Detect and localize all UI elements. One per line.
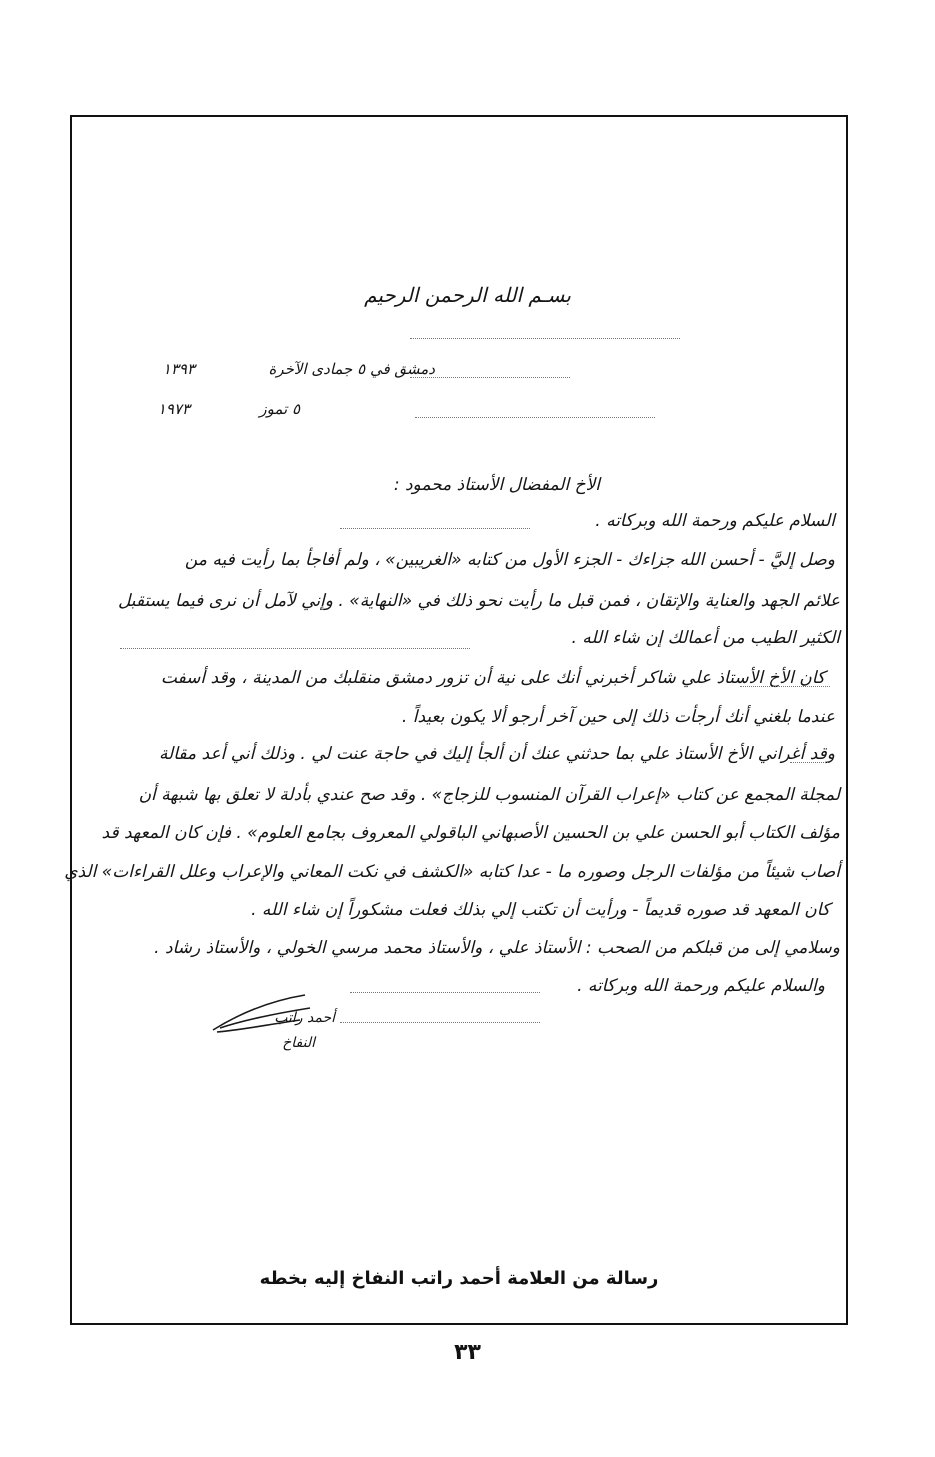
letter-line: كان المعهد قد صوره قديماً - ورأيت أن تكتب إلي بذلك فعلت مشكوراً إن شاء الله .	[251, 900, 830, 920]
letter-line: لمجلة المجمع عن كتاب «إعراب القرآن المنسوب للزجاج» . وقد صح عندي بأدلة لا تعلق بها شبهة أن	[138, 785, 840, 805]
dotted-rule	[740, 686, 830, 687]
date-hijri-place: دمشق في ٥ جمادى الآخرة	[268, 360, 435, 378]
salutation: الأخ المفضال الأستاذ محمود :	[393, 475, 600, 495]
letter-line: وقد أغراني الأخ الأستاذ علي بما حدثني عنك أن ألجأ إليك في حاجة عنت لي . وذلك أني أعد مقالة	[158, 744, 835, 764]
dotted-rule	[790, 762, 830, 763]
dotted-rule	[350, 992, 540, 993]
letter-line: كان الأخ الأستاذ علي شاكر أخبرني أنك على نية أن تزور دمشق منقلبك من المدينة ، وقد أسفت	[160, 668, 825, 688]
date-greg-year: ١٩٧٣	[157, 400, 190, 418]
dotted-rule	[340, 1022, 540, 1023]
letter-line: عندما بلغني أنك أرجأت ذلك إلى حين آخر أرجو ألا يكون بعيداً .	[401, 707, 835, 727]
signature-scribble-icon	[205, 990, 345, 1070]
signature-family: النفاخ	[282, 1035, 315, 1051]
letter-line: الكثير الطيب من أعمالك إن شاء الله .	[571, 628, 840, 648]
letter-line: وصل إليَّ - أحسن الله جزاءك - الجزء الأول من كتابه «الغريبين» ، ولم أفاجأ بما رأيت فيه من	[184, 550, 835, 570]
signature	[205, 990, 345, 1070]
date-greg-day: ٥ تموز	[259, 400, 300, 418]
dotted-rule	[415, 417, 655, 418]
dotted-rule	[410, 377, 570, 378]
letter-line: مؤلف الكتاب أبو الحسن علي بن الحسين الأصبهاني الباقولي المعروف بجامع العلوم» . فإن كان المعهد قد	[101, 823, 840, 843]
dotted-rule	[120, 648, 470, 649]
dotted-rule	[340, 528, 530, 529]
signature-name: أحمد راتب	[274, 1010, 335, 1026]
date-hijri-year: ١٣٩٣	[162, 360, 195, 378]
letter-line: أصاب شيئاً من مؤلفات الرجل وصوره ما - عدا كتابه «الكشف في نكت المعاني والإعراب وعلل القراءات» الذي	[64, 862, 840, 882]
dotted-rule	[410, 338, 680, 339]
page-caption: رسالة من العلامة أحمد راتب النفاخ إليه بخطه	[259, 1268, 659, 1289]
greeting: السلام عليكم ورحمة الله وبركاته .	[595, 511, 835, 531]
letter-line: والسلام عليكم ورحمة الله وبركاته .	[577, 976, 825, 996]
basmala: بسـم الله الرحمن الرحيم	[364, 283, 571, 307]
page-number: ٣٣	[454, 1340, 481, 1365]
letter-line: وسلامي إلى من قبلكم من الصحب : الأستاذ علي ، والأستاذ محمد مرسي الخولي ، والأستاذ رشاد .	[154, 938, 840, 958]
letter-line: علائم الجهد والعناية والإتقان ، فمن قبل ما رأيت نحو ذلك في «النهاية» . وإني لآمل أن نرى فيما يستقبل	[117, 591, 840, 611]
